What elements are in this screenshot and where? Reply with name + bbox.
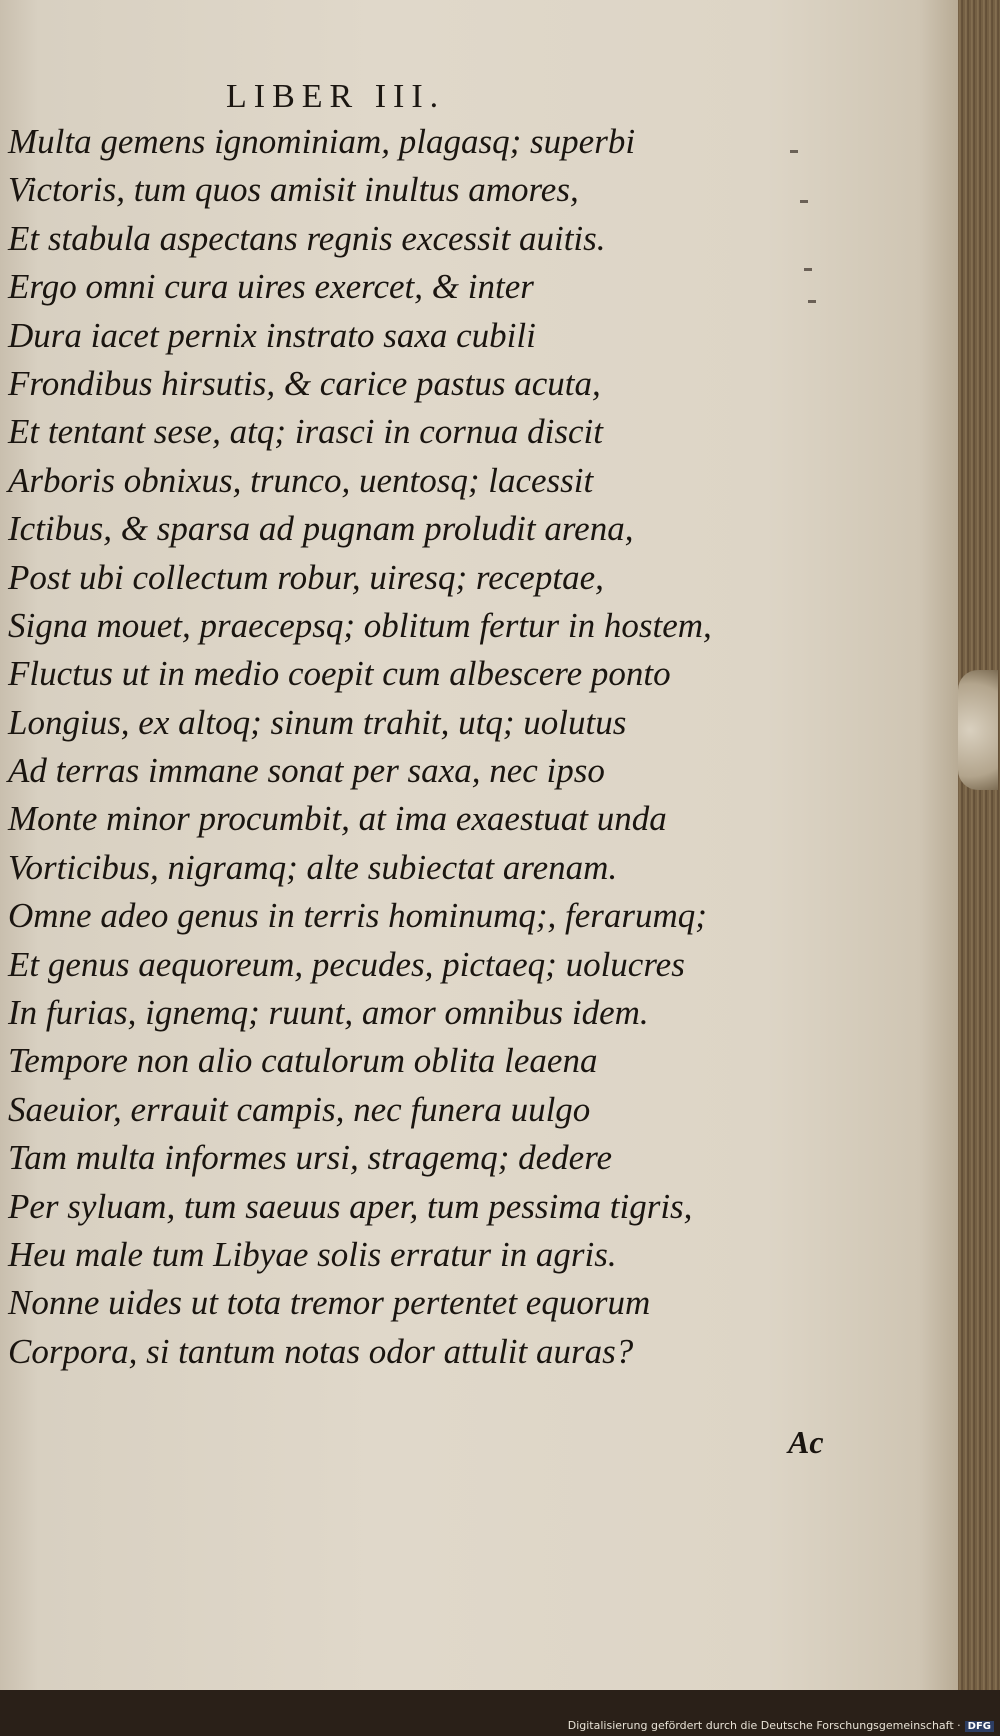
credit-text: Digitalisierung gefördert durch die Deutsche Forschungsgemeinschaft · bbox=[567, 1719, 961, 1732]
book-fore-edge bbox=[958, 0, 1000, 1690]
verse-line: Signa mouet, praecepsq; oblitum fertur in hostem, bbox=[8, 605, 712, 645]
margin-mark bbox=[804, 268, 812, 271]
verse-line: Ictibus, & sparsa ad pugnam proludit arena, bbox=[8, 509, 634, 549]
verse-line: Corpora, si tantum notas odor attulit auras? bbox=[8, 1331, 634, 1371]
verse-line: Et tentant sese, atq; irasci in cornua discit bbox=[8, 412, 603, 452]
verse-line: Ergo omni cura uires exercet, & inter bbox=[8, 267, 534, 307]
verse-line: Victoris, tum quos amisit inultus amores, bbox=[8, 170, 579, 210]
verse-line: Et genus aequoreum, pecudes, pictaeq; uolucres bbox=[8, 944, 685, 984]
verse-line: Monte minor procumbit, at ima exaestuat unda bbox=[8, 799, 667, 839]
verse-line: Heu male tum Libyae solis erratur in agris. bbox=[8, 1234, 617, 1274]
verse-line: Multa gemens ignominiam, plagasq; superbi bbox=[8, 122, 636, 161]
verse-line: Fluctus ut in medio coepit cum albescere ponto bbox=[8, 654, 671, 694]
verse-line: Vorticibus, nigramq; alte subiectat arenam. bbox=[8, 847, 618, 887]
verse-line: Tempore non alio catulorum oblita leaena bbox=[8, 1041, 598, 1081]
verse-line: Nonne uides ut tota tremor pertentet equorum bbox=[8, 1283, 651, 1323]
verse-line: Frondibus hirsutis, & carice pastus acuta, bbox=[8, 363, 601, 403]
verse-line: Ad terras immane sonat per saxa, nec ipso bbox=[8, 751, 605, 791]
margin-mark bbox=[800, 200, 808, 203]
verse-line: Arboris obnixus, trunco, uentosq; lacessit bbox=[8, 460, 594, 500]
book-clasp bbox=[958, 670, 998, 790]
verse-line: Tam multa informes ursi, stragemq; dedere bbox=[8, 1138, 613, 1178]
verse-line: Et stabula aspectans regnis excessit auitis. bbox=[8, 218, 606, 258]
footer-band bbox=[0, 1690, 1000, 1736]
dfg-logo: DFG bbox=[965, 1721, 994, 1732]
running-head: LIBER III. bbox=[226, 78, 446, 115]
verse-line: In furias, ignemq; ruunt, amor omnibus idem. bbox=[8, 993, 649, 1033]
verse-line: Saeuior, errauit campis, nec funera uulgo bbox=[8, 1089, 591, 1129]
verse-line: Per syluam, tum saeuus aper, tum pessima tigris, bbox=[8, 1186, 693, 1226]
verse-line: Omne adeo genus in terris hominumq;, ferarumq; bbox=[8, 896, 707, 936]
verse-line: Dura iacet pernix instrato saxa cubili bbox=[8, 315, 536, 355]
verse-block bbox=[8, 118, 768, 1376]
margin-mark bbox=[790, 150, 798, 153]
verse-line: Post ubi collectum robur, uiresq; receptae, bbox=[8, 557, 604, 597]
margin-mark bbox=[808, 300, 816, 303]
verse-line: Longius, ex altoq; sinum trahit, utq; uolutus bbox=[8, 702, 627, 742]
catchword: Ac bbox=[788, 1424, 824, 1460]
digitization-credit bbox=[568, 1719, 994, 1732]
